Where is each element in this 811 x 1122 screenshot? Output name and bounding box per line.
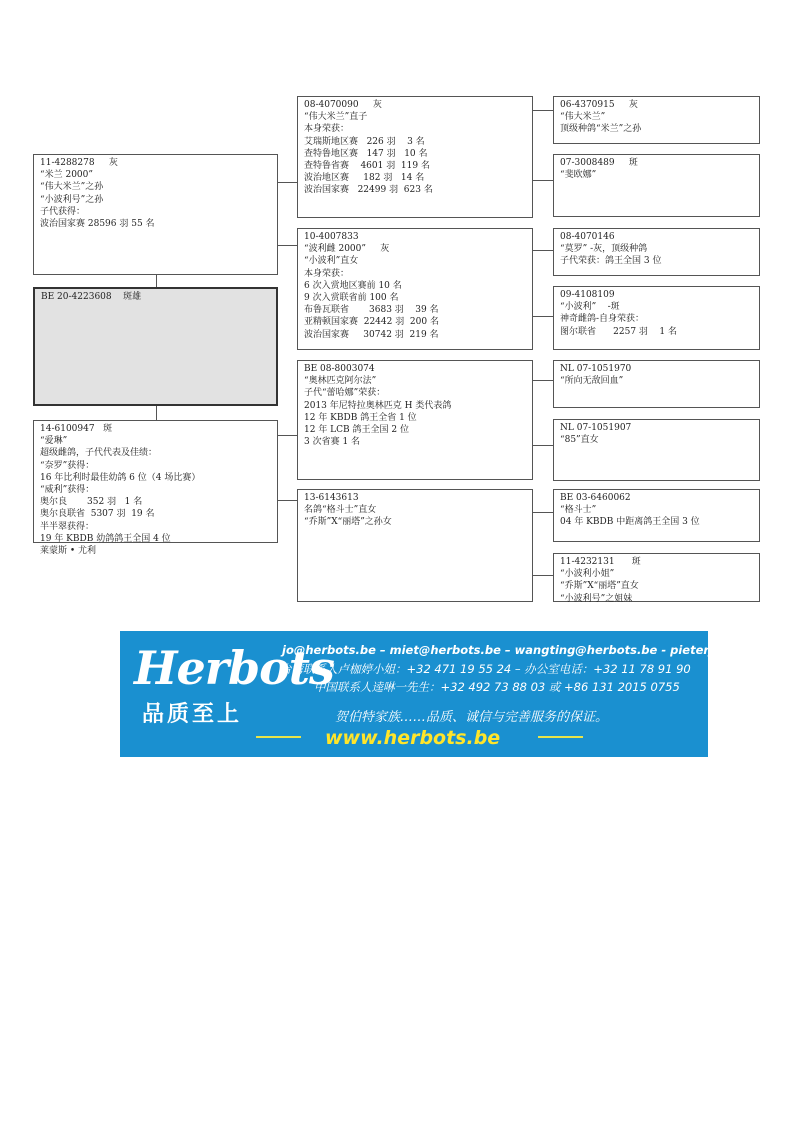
pedigree-line: 神奇雌鸽-自身荣获： (560, 314, 645, 325)
connector (533, 110, 553, 111)
sire-box (33, 154, 278, 275)
pedigree-line: “斐欧娜” (560, 170, 597, 181)
pedigree-line: 子代荣获：鸽王全国 3 位 (560, 256, 662, 267)
pedigree-line: 09-4108109 (560, 290, 615, 300)
pedigree-line: 名鸽“格斗士”直女 (304, 505, 377, 516)
dam-sire-box (297, 360, 533, 480)
connector (533, 316, 553, 317)
pedigree-line: 波治国家赛 30742 羽 219 名 (304, 329, 439, 340)
pedigree-line: 查特鲁地区赛 147 羽 10 名 (304, 148, 428, 159)
sire-dam-box (297, 228, 533, 350)
pedigree-line: “小波利小姐” (560, 569, 615, 580)
pedigree-line: 10-4007833 (304, 232, 359, 242)
pedigree-line: “伟大米兰”直子 (304, 112, 368, 123)
pedigree-line: 2013 年尼特拉奥林匹克 H 类代表鸽 (304, 400, 452, 411)
pedigree-line: 超级雌鸽，子代代表及佳绩： (40, 448, 158, 459)
pedigree-line: “伟大米兰”之孙 (40, 182, 104, 193)
pedigree-line: “所向无敌回血” (560, 376, 624, 387)
pedigree-line: 08-4070090 灰 (304, 100, 382, 110)
pedigree-line: 19 年 KBDB 幼鸽鸽王全国 4 位 (40, 533, 171, 544)
sire-sire-sire-box (553, 96, 760, 144)
pedigree-line: BE 20-4223608 斑雄 (41, 292, 142, 302)
pedigree-line: 06-4370915 灰 (560, 100, 638, 110)
banner-slogan: 品质至上 (142, 702, 243, 727)
pedigree-line: 奥尔良 352 羽 1 名 (40, 497, 143, 508)
pedigree-line: 08-4070146 (560, 232, 615, 242)
dam-box (33, 420, 278, 557)
pedigree-line: 子代“蕾哈娜”荣获： (304, 388, 386, 399)
pedigree-line: 12 年 LCB 鸽王全国 2 位 (304, 425, 409, 436)
pedigree-line: “奈罗”获得： (40, 460, 95, 471)
pedigree-line: 布鲁瓦联省 3683 羽 39 名 (304, 305, 439, 316)
banner-taiwan-contact: 台湾联系人卢枷婷小姐：+32 471 19 55 24 – 办公室电话：+32 11 78 91 90 (280, 662, 691, 676)
sire-dam-sire-box (553, 228, 760, 276)
connector (278, 500, 297, 501)
connector (156, 405, 157, 421)
pedigree-line: 本身荣获： (304, 268, 350, 279)
pedigree-line: “波利雌 2000” 灰 (304, 244, 390, 255)
dam-sire-sire-box (553, 360, 760, 408)
banner-tagline: 贺伯特家族……品质、诚信与完善服务的保证。 (335, 710, 609, 725)
pedigree-line: 14-6100947 斑 (40, 424, 113, 434)
herbots-banner (120, 631, 811, 757)
connector (278, 245, 297, 246)
connector (533, 250, 553, 251)
pedigree-line: “爱琳” (40, 436, 68, 447)
pedigree-line: 查特鲁省赛 4601 羽 119 名 (304, 161, 430, 172)
banner-emails[interactable]: jo@herbots.be – miet@herbots.be – wangting@herbots.be - pieterjan@herbots.be (282, 643, 811, 657)
pedigree-line: 半半翠获得： (40, 521, 95, 532)
herbots-logo: Herbots (134, 641, 334, 695)
pedigree-line: “小波利”直女 (304, 256, 359, 267)
website-link[interactable]: www.herbots.be (325, 727, 501, 749)
banner-china-contact: 中国联系人逵啉一先生：+32 492 73 88 03 或 +86 131 2015 0755 (314, 680, 680, 694)
pedigree-line: 亚精顿国家赛 22442 羽 200 名 (304, 317, 439, 328)
pedigree-line: 12 年 KBDB 鸽王全省 1 位 (304, 412, 417, 423)
pedigree-line: “奥林匹克阿尔法” (304, 376, 377, 387)
pedigree-line: 艾瑞斯地区赛 226 羽 3 名 (304, 136, 425, 147)
dam-sire-dam-box (553, 419, 760, 481)
sire-sire-box (297, 96, 533, 218)
connector (533, 380, 553, 381)
dam-dam-sire-box (553, 489, 760, 542)
dam-dam-box (297, 489, 533, 602)
sire-dam-dam-box (553, 286, 760, 350)
pedigree-line: 6 次入赏地区赛前 10 名 (304, 280, 402, 291)
pedigree-line: 图尔联省 2257 羽 1 名 (560, 326, 677, 337)
pedigree-line: 11-4232131 斑 (560, 557, 641, 567)
pedigree-line: “米兰 2000” (40, 170, 93, 181)
pedigree-line: BE 08-8003074 (304, 364, 375, 374)
pedigree-line: “格斗士” (560, 505, 597, 516)
pedigree-line: 本身荣获： (304, 124, 350, 135)
pedigree-line: “威利”获得： (40, 485, 95, 496)
pedigree-line: 波治地区赛 182 羽 14 名 (304, 173, 425, 184)
connector (278, 182, 297, 183)
pedigree-line: NL 07-1051907 (560, 423, 632, 433)
pedigree-line: BE 03-6460062 (560, 493, 631, 503)
connector (278, 435, 297, 436)
pedigree-line: 波治国家赛 28596 羽 55 名 (40, 219, 155, 230)
decorative-line (256, 736, 301, 738)
pedigree-line: 莱蒙斯 • 尤利 (40, 546, 97, 557)
pedigree-line: 16 年比利时最佳幼鸽 6 位（4 场比赛） (40, 472, 201, 483)
pedigree-line: 04 年 KBDB 中距离鸽王全国 3 位 (560, 517, 700, 528)
decorative-line (538, 736, 583, 738)
pedigree-line: 13-6143613 (304, 493, 359, 503)
pedigree-line: 11-4288278 灰 (40, 158, 118, 168)
connector (533, 180, 553, 181)
pedigree-line: “乔斯”X“丽塔”直女 (560, 581, 639, 592)
pedigree-line: “小波利” -斑 (560, 302, 620, 313)
pedigree-line: 顶级种鸽“米兰”之孙 (560, 124, 642, 135)
connector (533, 575, 553, 576)
subject-box (33, 287, 278, 406)
pedigree-line: 07-3008489 斑 (560, 158, 638, 168)
pedigree-line: “莫罗” -灰，顶级种鸽 (560, 244, 648, 255)
pedigree-line: “伟大米兰” (560, 112, 606, 123)
pedigree-line: 9 次入赏联省前 100 名 (304, 293, 399, 304)
pedigree-line: “85”直女 (560, 435, 599, 446)
pedigree-line: 子代获得： (40, 206, 86, 217)
sire-sire-dam-box (553, 154, 760, 217)
pedigree-line: “乔斯”X“丽塔”之孙女 (304, 517, 392, 528)
connector (533, 512, 553, 513)
pedigree-line: 波治国家赛 22499 羽 623 名 (304, 185, 433, 196)
connector (533, 445, 553, 446)
pedigree-line: “小波利号”之孙 (40, 194, 104, 205)
pedigree-line: “小波利号”之姐妹 (560, 593, 633, 604)
pedigree-line: 奥尔良联省 5307 羽 19 名 (40, 509, 155, 520)
dam-dam-dam-box (553, 553, 760, 602)
pedigree-line: 3 次省赛 1 名 (304, 437, 361, 448)
pedigree-line: NL 07-1051970 (560, 364, 632, 374)
